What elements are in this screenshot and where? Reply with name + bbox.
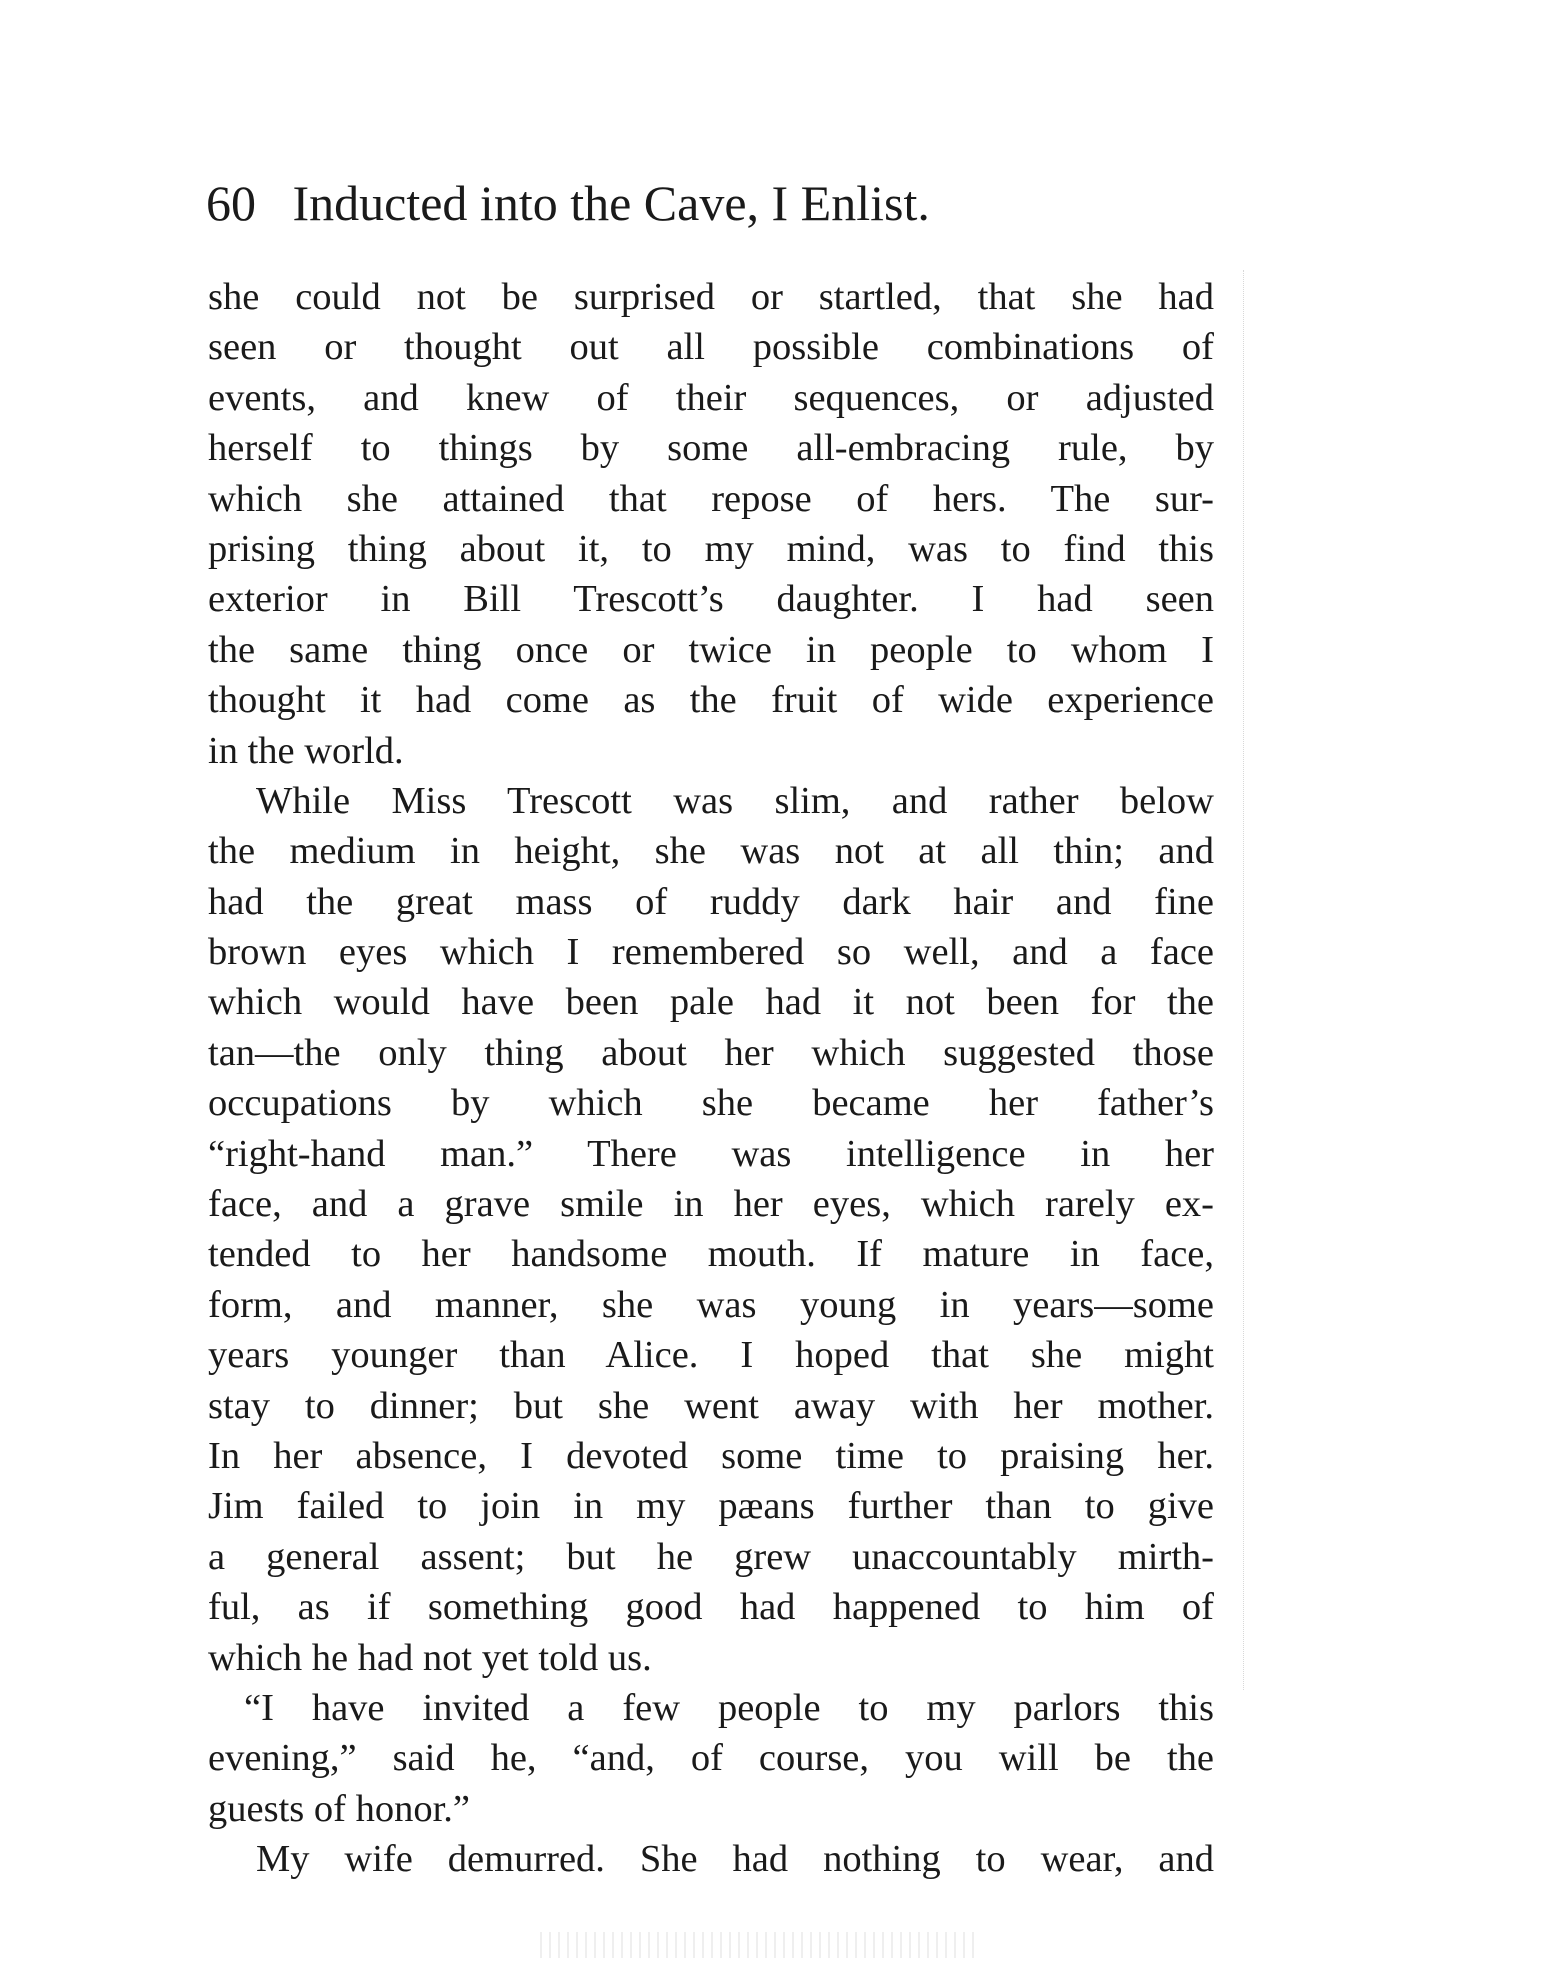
text-line: in the world.: [208, 729, 404, 772]
text-line: Jim failed to join in my pæans further than to give: [208, 1485, 1214, 1528]
text-line: a general assent; but he grew unaccountably mirth-: [208, 1535, 1214, 1578]
text-line: “I have invited a few people to my parlors this: [244, 1686, 1214, 1729]
text-line: My wife demurred. She had nothing to wear, and: [256, 1838, 1214, 1881]
page-number: 60: [206, 175, 256, 231]
text-line: tended to her handsome mouth. If mature in face,: [208, 1233, 1214, 1276]
text-line: prising thing about it, to my mind, was to find this: [208, 527, 1214, 570]
scan-smudge-artifact: [540, 1932, 980, 1958]
text-line: tan—the only thing about her which suggested those: [208, 1031, 1214, 1074]
text-line: which would have been pale had it not been for the: [208, 981, 1214, 1024]
text-line: herself to things by some all-embracing rule, by: [208, 427, 1214, 470]
page-header: [206, 168, 1206, 238]
text-line: years younger than Alice. I hoped that she might: [208, 1334, 1214, 1377]
body-text: [208, 272, 1214, 1885]
text-line: brown eyes which I remembered so well, and a face: [208, 931, 1214, 974]
text-line: guests of honor.”: [208, 1787, 470, 1830]
text-line: ful, as if something good had happened to him of: [208, 1586, 1214, 1629]
text-line: In her absence, I devoted some time to praising her.: [208, 1434, 1214, 1477]
text-line: form, and manner, she was young in years—some: [208, 1283, 1214, 1326]
text-line: the same thing once or twice in people to whom I: [208, 628, 1214, 671]
text-line: seen or thought out all possible combinations of: [208, 326, 1214, 369]
text-line: events, and knew of their sequences, or adjusted: [208, 376, 1214, 419]
text-line: exterior in Bill Trescott’s daughter. I had seen: [208, 578, 1214, 621]
text-line: which he had not yet told us.: [208, 1636, 652, 1679]
text-line: she could not be surprised or startled, that she had: [208, 276, 1214, 318]
text-line: stay to dinner; but she went away with her mother.: [208, 1384, 1214, 1427]
text-line: evening,” said he, “and, of course, you will be the: [208, 1737, 1214, 1780]
running-title: Inducted into the Cave, I Enlist.: [292, 175, 930, 231]
text-line: face, and a grave smile in her eyes, which rarely ex-: [208, 1183, 1214, 1226]
text-line: thought it had come as the fruit of wide experience: [208, 679, 1214, 722]
scan-edge-artifact: [1242, 270, 1244, 1690]
text-line: which she attained that repose of hers. The sur-: [208, 477, 1214, 520]
text-line: occupations by which she became her father’s: [208, 1082, 1214, 1125]
text-line: had the great mass of ruddy dark hair and fine: [208, 880, 1214, 923]
text-line: While Miss Trescott was slim, and rather below: [256, 779, 1214, 822]
text-line: “right-hand man.” There was intelligence in her: [208, 1132, 1214, 1175]
text-line: the medium in height, she was not at all thin; and: [208, 830, 1214, 873]
